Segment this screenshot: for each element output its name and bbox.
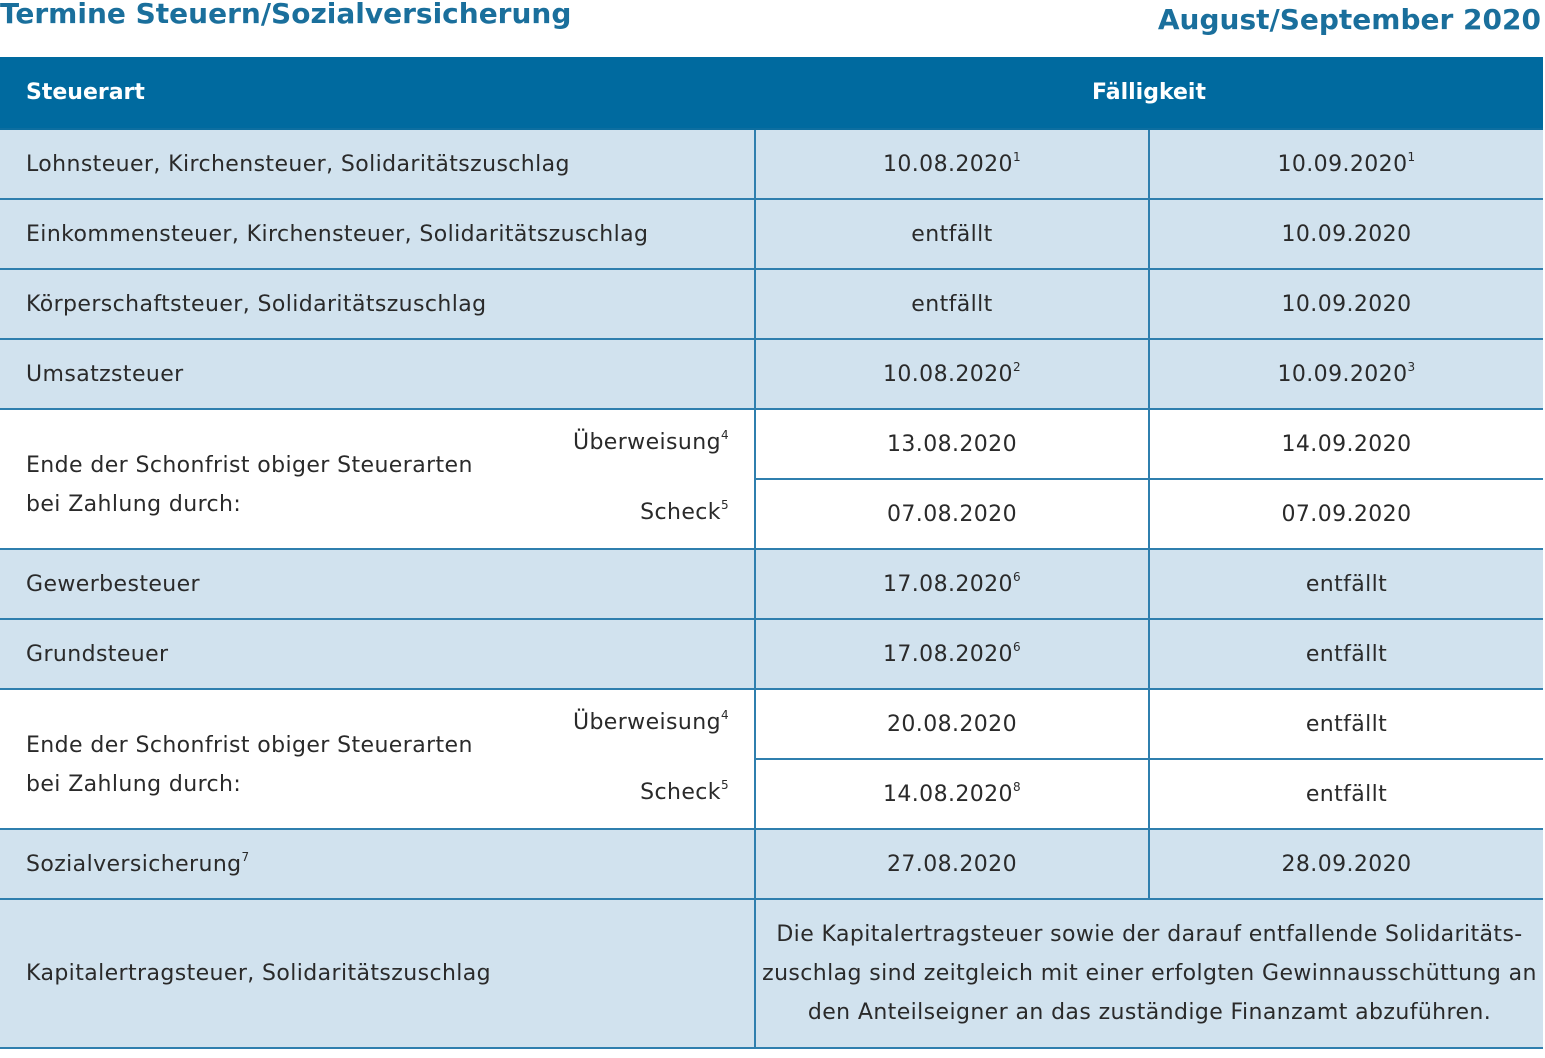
date-august: 13.08.2020 <box>755 409 1149 479</box>
date-august: 10.08.2020$^2$ <box>755 339 1149 409</box>
row-label: Körperschaftsteuer, Solidaritätszuschlag <box>0 269 755 339</box>
row-label: Umsatzsteuer <box>0 339 755 409</box>
schonfrist-line1: Ende der Schonfrist obiger Steuerarten <box>26 733 473 758</box>
scheck-label: Scheck$^5$ <box>640 498 729 525</box>
schonfrist-row-ueberweisung <box>0 409 1543 479</box>
date-september: 10.09.2020$^3$ <box>1149 339 1543 409</box>
kapital-note-line: Die Kapitalertragsteuer sowie der darauf entfallende Solidaritäts- <box>776 922 1523 947</box>
table-row <box>0 339 1543 409</box>
row-label: Gewerbesteuer <box>0 549 755 619</box>
date-september: 28.09.2020 <box>1149 829 1543 899</box>
schonfrist-line2: bei Zahlung durch: <box>26 772 242 797</box>
table-row <box>0 829 1543 899</box>
date-august: 07.08.2020 <box>755 479 1149 549</box>
table-row <box>0 199 1543 269</box>
table-header-row <box>0 57 1543 129</box>
kapital-note-line: zuschlag sind zeitgleich mit einer erfolgten Gewinnausschüttung an <box>762 961 1537 986</box>
date-september: 10.09.2020 <box>1149 199 1543 269</box>
schonfrist-line2: bei Zahlung durch: <box>26 492 242 517</box>
header-faelligkeit: Fälligkeit <box>755 57 1543 129</box>
kapital-note <box>755 899 1543 1048</box>
page-title: Termine Steuern/Sozialversicherung <box>0 0 572 30</box>
date-august: entfällt <box>755 269 1149 339</box>
table-row <box>0 129 1543 199</box>
date-september: 14.09.2020 <box>1149 409 1543 479</box>
date-august: 17.08.2020$^6$ <box>755 549 1149 619</box>
table-row <box>0 619 1543 689</box>
row-label: Kapitalertragsteuer, Solidaritätszuschlag <box>0 899 755 1048</box>
row-label: Lohnsteuer, Kirchensteuer, Solidaritätszuschlag <box>0 129 755 199</box>
table-row <box>0 899 1543 1048</box>
date-august: 20.08.2020 <box>755 689 1149 759</box>
schonfrist-text <box>26 726 473 804</box>
date-september: entfällt <box>1149 689 1543 759</box>
tax-dates-table <box>0 57 1543 1049</box>
schonfrist-line1: Ende der Schonfrist obiger Steuerarten <box>26 453 473 478</box>
row-label: Grundsteuer <box>0 619 755 689</box>
date-september: 10.09.2020$^1$ <box>1149 129 1543 199</box>
period-title: August/September 2020 <box>1157 3 1541 36</box>
scheck-label: Scheck$^5$ <box>640 778 729 805</box>
ueberweisung-label: Überweisung$^4$ <box>572 708 729 735</box>
ueberweisung-label: Überweisung$^4$ <box>572 428 729 455</box>
date-august: entfällt <box>755 199 1149 269</box>
date-august: 14.08.2020$^8$ <box>755 759 1149 829</box>
date-august: 10.08.2020$^1$ <box>755 129 1149 199</box>
schonfrist-text <box>26 446 473 524</box>
date-august: 17.08.2020$^6$ <box>755 619 1149 689</box>
schonfrist-row-ueberweisung <box>0 689 1543 759</box>
table-row <box>0 269 1543 339</box>
row-label: Einkommensteuer, Kirchensteuer, Solidaritätszuschlag <box>0 199 755 269</box>
date-september: 07.09.2020 <box>1149 479 1543 549</box>
schonfrist-label-cell <box>0 689 755 829</box>
kapital-note-line: den Anteilseigner an das zuständige Finanzamt abzuführen. <box>807 1000 1492 1025</box>
date-september: entfällt <box>1149 549 1543 619</box>
schonfrist-label-cell <box>0 409 755 549</box>
date-september: entfällt <box>1149 759 1543 829</box>
date-september: entfällt <box>1149 619 1543 689</box>
table-row <box>0 549 1543 619</box>
date-august: 27.08.2020 <box>755 829 1149 899</box>
row-label: Sozialversicherung$^7$ <box>0 829 755 899</box>
header-steuerart: Steuerart <box>0 57 755 129</box>
date-september: 10.09.2020 <box>1149 269 1543 339</box>
